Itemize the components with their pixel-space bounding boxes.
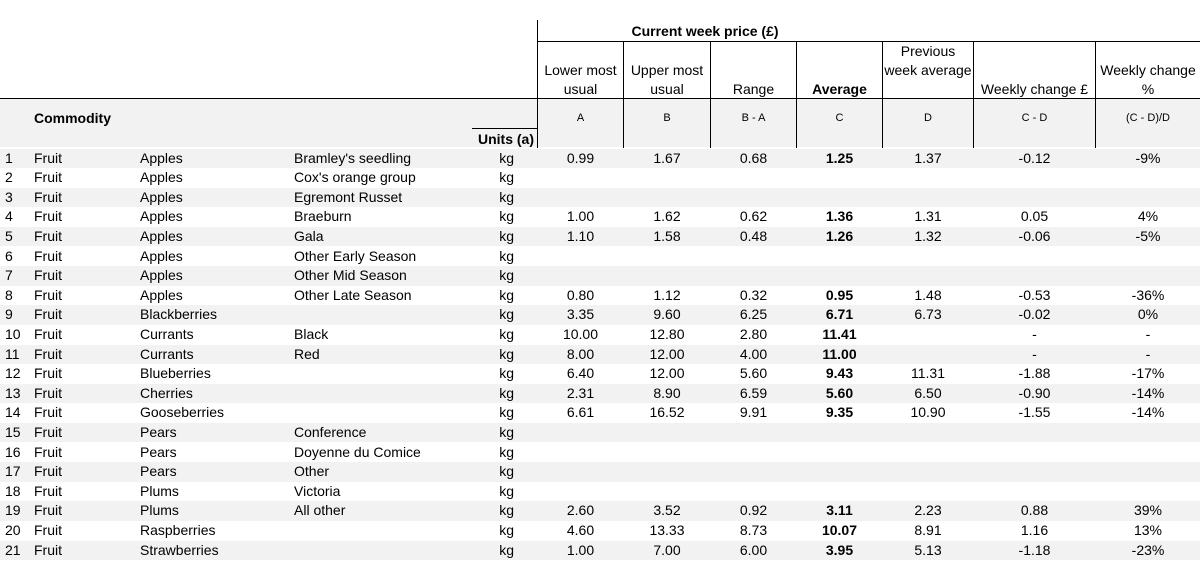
cell-num: 8: [5, 286, 13, 303]
cell-item: Blueberries: [140, 365, 211, 382]
cell-b: 8.90: [653, 384, 681, 401]
cell-range: 5.60: [739, 365, 768, 382]
cell-unit: kg: [499, 188, 514, 205]
col-letter-a: A: [576, 112, 585, 124]
col-header-prev: Previous week average: [884, 43, 972, 78]
hline-units: [472, 128, 537, 129]
cell-d: 1.31: [914, 208, 942, 225]
cell-variety: Other Early Season: [294, 247, 417, 264]
cell-unit: kg: [499, 384, 514, 401]
cell-unit: kg: [499, 306, 514, 323]
cell-item: Plums: [140, 482, 179, 499]
table-row: [0, 443, 1200, 463]
cell-unit: kg: [499, 286, 514, 303]
cell-range: 2.80: [739, 325, 768, 342]
cell-item: Plums: [140, 502, 179, 519]
cell-b: 1.58: [653, 227, 681, 244]
cell-c: 11.00: [822, 345, 857, 362]
cell-range: 6.25: [739, 306, 768, 323]
cell-num: 20: [5, 521, 21, 538]
cell-d: 11.31: [911, 365, 945, 382]
cell-pct: -5%: [1135, 227, 1161, 244]
cell-unit: kg: [499, 404, 514, 421]
cell-d: 8.91: [914, 521, 942, 538]
cell-unit: kg: [499, 149, 514, 166]
cell-variety: Other Mid Season: [294, 267, 407, 284]
cell-change: -0.06: [1018, 227, 1051, 244]
col-header-range: Range: [732, 81, 775, 97]
cell-num: 18: [5, 482, 21, 499]
cell-num: 10: [5, 325, 21, 342]
cell-item: Apples: [140, 247, 183, 264]
cell-unit: kg: [499, 521, 514, 538]
cell-num: 15: [5, 423, 21, 440]
col-header-upper: Upper most usual: [630, 62, 704, 97]
cell-cat: Fruit: [34, 208, 62, 225]
cell-a: 0.80: [566, 286, 595, 303]
cell-item: Apples: [140, 208, 183, 225]
cell-change: -1.88: [1018, 365, 1051, 382]
cell-num: 19: [5, 502, 21, 519]
cell-variety: Black: [294, 325, 329, 342]
col-header-lower: Lower most usual: [544, 62, 617, 97]
col-letter-range: B - A: [741, 112, 766, 124]
cell-d: 6.73: [914, 306, 942, 323]
cell-num: 4: [5, 208, 13, 225]
commodity-label: Commodity: [34, 110, 111, 126]
cell-c: 1.25: [825, 149, 854, 166]
cell-a: 6.61: [566, 404, 595, 421]
cell-cat: Fruit: [34, 443, 62, 460]
cell-item: Pears: [140, 443, 177, 460]
col-letter-d: D: [924, 112, 932, 124]
cell-cat: Fruit: [34, 188, 62, 205]
cell-c: 3.11: [826, 502, 853, 519]
cell-c: 1.36: [825, 208, 854, 225]
cell-b: 7.00: [653, 541, 681, 558]
cell-num: 17: [5, 463, 21, 480]
cell-a: 1.00: [566, 208, 595, 225]
cell-item: Gooseberries: [140, 404, 225, 421]
cell-variety: Doyenne du Comice: [294, 443, 421, 460]
cell-num: 2: [5, 169, 13, 186]
cell-change: -1.55: [1018, 404, 1051, 421]
cell-item: Currants: [140, 345, 194, 362]
table-row: [0, 325, 1200, 345]
cell-num: 13: [5, 384, 21, 401]
cell-a: 10.00: [562, 325, 599, 342]
cell-item: Pears: [140, 463, 177, 480]
table-row: [0, 462, 1200, 482]
col-letter-c: C: [835, 112, 844, 124]
cell-d: 1.37: [914, 149, 942, 166]
cell-a: 8.00: [566, 345, 595, 362]
table-row: [0, 423, 1200, 443]
cell-cat: Fruit: [34, 502, 62, 519]
table-row: [0, 501, 1200, 521]
table-row: [0, 364, 1200, 384]
cell-c: 0.95: [825, 286, 854, 303]
cell-item: Blackberries: [140, 306, 218, 323]
table-row: [0, 207, 1200, 227]
cell-b: 3.52: [653, 502, 681, 519]
col-letter-change: C - D: [1021, 112, 1048, 124]
cell-pct: -14%: [1131, 404, 1165, 421]
cell-b: 16.52: [649, 404, 685, 421]
cell-b: 13.33: [649, 521, 685, 538]
cell-unit: kg: [499, 247, 514, 264]
cell-item: Raspberries: [140, 521, 216, 538]
cell-unit: kg: [499, 365, 514, 382]
cell-pct: -: [1145, 325, 1151, 342]
cell-cat: Fruit: [34, 482, 62, 499]
cell-change: 0.05: [1020, 208, 1049, 225]
cell-num: 16: [5, 443, 21, 460]
table-row: [0, 345, 1200, 365]
cell-b: 1.12: [653, 286, 681, 303]
col-header-average: Average: [812, 81, 867, 97]
cell-b: 1.67: [653, 149, 681, 166]
cell-unit: kg: [499, 267, 514, 284]
cell-unit: kg: [499, 443, 514, 460]
cell-unit: kg: [499, 482, 514, 499]
cell-unit: kg: [499, 423, 514, 440]
cell-pct: -14%: [1131, 384, 1165, 401]
cell-range: 0.32: [739, 286, 768, 303]
cell-d: 1.48: [914, 286, 942, 303]
cell-variety: Braeburn: [294, 208, 352, 225]
cell-a: 1.00: [566, 541, 595, 558]
cell-change: -0.90: [1018, 384, 1051, 401]
cell-unit: kg: [499, 208, 514, 225]
cell-num: 9: [5, 306, 13, 323]
group-title: Current week price (£): [631, 23, 779, 39]
cell-item: Apples: [140, 267, 183, 284]
cell-d: 10.90: [910, 404, 946, 421]
cell-item: Apples: [140, 227, 183, 244]
cell-range: 8.73: [739, 521, 768, 538]
cell-change: -: [1032, 345, 1037, 362]
cell-variety: Conference: [294, 423, 367, 440]
table-row: [0, 286, 1200, 306]
cell-variety: All other: [294, 502, 346, 519]
cell-cat: Fruit: [34, 345, 62, 362]
cell-d: 2.23: [914, 502, 942, 519]
cell-cat: Fruit: [34, 247, 62, 264]
cell-cat: Fruit: [34, 169, 62, 186]
cell-num: 21: [5, 541, 21, 558]
cell-range: 0.48: [739, 227, 768, 244]
cell-unit: kg: [499, 502, 514, 519]
cell-num: 14: [5, 404, 21, 421]
cell-cat: Fruit: [34, 306, 62, 323]
cell-a: 2.31: [566, 384, 595, 401]
cell-pct: 0%: [1137, 306, 1159, 323]
cell-num: 3: [5, 188, 13, 205]
cell-variety: Gala: [294, 227, 324, 244]
cell-item: Apples: [140, 149, 183, 166]
cell-cat: Fruit: [34, 365, 62, 382]
col-letter-b: B: [663, 112, 671, 124]
table-row: [0, 188, 1200, 208]
cell-unit: kg: [499, 325, 514, 342]
cell-variety: Victoria: [294, 482, 341, 499]
cell-d: 1.32: [914, 227, 942, 244]
cell-cat: Fruit: [34, 463, 62, 480]
cell-num: 11: [5, 345, 20, 362]
cell-variety: Cox's orange group: [294, 169, 416, 186]
cell-c: 6.71: [825, 306, 854, 323]
cell-cat: Fruit: [34, 541, 62, 558]
cell-b: 12.00: [649, 365, 685, 382]
cell-range: 0.68: [739, 149, 768, 166]
cell-num: 7: [5, 267, 13, 284]
cell-num: 6: [5, 247, 13, 264]
cell-range: 9.91: [739, 404, 768, 421]
cell-pct: -36%: [1131, 286, 1165, 303]
cell-change: 1.16: [1020, 521, 1049, 538]
cell-pct: -: [1145, 345, 1151, 362]
cell-range: 4.00: [739, 345, 768, 362]
cell-cat: Fruit: [34, 149, 62, 166]
cell-c: 1.26: [825, 227, 854, 244]
cell-change: -0.12: [1018, 149, 1051, 166]
cell-a: 4.60: [566, 521, 595, 538]
units-label: Units (a): [478, 131, 534, 147]
cell-cat: Fruit: [34, 267, 62, 284]
table-row: [0, 482, 1200, 502]
cell-num: 1: [5, 149, 13, 166]
table-row: [0, 247, 1200, 267]
col-letter-pct: (C - D)/D: [1126, 112, 1170, 124]
cell-change: -0.53: [1018, 286, 1051, 303]
cell-c: 9.35: [825, 404, 854, 421]
cell-c: 11.41: [822, 325, 857, 342]
table-row: [0, 168, 1200, 188]
cell-unit: kg: [499, 463, 514, 480]
cell-variety: Other Late Season: [294, 286, 412, 303]
cell-pct: 39%: [1133, 502, 1163, 519]
table-row: [0, 521, 1200, 541]
cell-change: 0.88: [1020, 502, 1049, 519]
cell-num: 5: [5, 227, 13, 244]
cell-cat: Fruit: [34, 384, 62, 401]
cell-b: 12.00: [649, 345, 685, 362]
table-row: [0, 149, 1200, 169]
cell-a: 1.10: [566, 227, 595, 244]
table-row: [0, 305, 1200, 325]
cell-item: Strawberries: [140, 541, 219, 558]
cell-change: -1.18: [1018, 541, 1051, 558]
cell-variety: Bramley's seedling: [294, 149, 412, 166]
cell-num: 12: [5, 365, 21, 382]
cell-change: -: [1032, 325, 1037, 342]
cell-a: 2.60: [566, 502, 595, 519]
cell-cat: Fruit: [34, 286, 62, 303]
cell-cat: Fruit: [34, 404, 62, 421]
cell-item: Currants: [140, 325, 194, 342]
table-row: [0, 266, 1200, 286]
table-row: [0, 227, 1200, 247]
cell-item: Apples: [140, 286, 183, 303]
cell-a: 3.35: [566, 306, 595, 323]
cell-item: Apples: [140, 169, 183, 186]
cell-a: 6.40: [566, 365, 595, 382]
cell-d: 6.50: [914, 384, 942, 401]
cell-unit: kg: [499, 169, 514, 186]
cell-variety: Egremont Russet: [294, 188, 403, 205]
cell-range: 6.59: [739, 384, 768, 401]
cell-unit: kg: [499, 541, 514, 558]
col-header-change: Weekly change £: [980, 81, 1089, 97]
cell-unit: kg: [499, 345, 514, 362]
cell-cat: Fruit: [34, 227, 62, 244]
cell-c: 9.43: [825, 365, 854, 382]
cell-pct: -23%: [1131, 541, 1165, 558]
cell-d: 5.13: [914, 541, 942, 558]
cell-c: 10.07: [821, 521, 858, 538]
cell-item: Pears: [140, 423, 177, 440]
col-header-pct: Weekly change %: [1100, 62, 1196, 97]
cell-item: Cherries: [140, 384, 193, 401]
cell-range: 0.92: [739, 502, 768, 519]
cell-variety: Red: [294, 345, 320, 362]
table-row: [0, 541, 1200, 561]
cell-cat: Fruit: [34, 521, 62, 538]
hline-group: [537, 41, 1200, 42]
cell-item: Apples: [140, 188, 183, 205]
cell-cat: Fruit: [34, 325, 62, 342]
cell-variety: Other: [294, 463, 330, 480]
cell-c: 3.95: [825, 541, 854, 558]
cell-pct: 13%: [1133, 521, 1163, 538]
cell-b: 12.80: [649, 325, 685, 342]
cell-unit: kg: [499, 227, 514, 244]
table-row: [0, 384, 1200, 404]
cell-a: 0.99: [566, 149, 595, 166]
cell-range: 0.62: [739, 208, 768, 225]
cell-pct: -17%: [1131, 365, 1165, 382]
cell-cat: Fruit: [34, 423, 62, 440]
cell-b: 1.62: [653, 208, 681, 225]
cell-pct: -9%: [1135, 149, 1161, 166]
cell-range: 6.00: [739, 541, 768, 558]
cell-change: -0.02: [1018, 306, 1051, 323]
cell-pct: 4%: [1137, 208, 1159, 225]
table-row: [0, 403, 1200, 423]
cell-c: 5.60: [825, 384, 854, 401]
cell-b: 9.60: [653, 306, 681, 323]
